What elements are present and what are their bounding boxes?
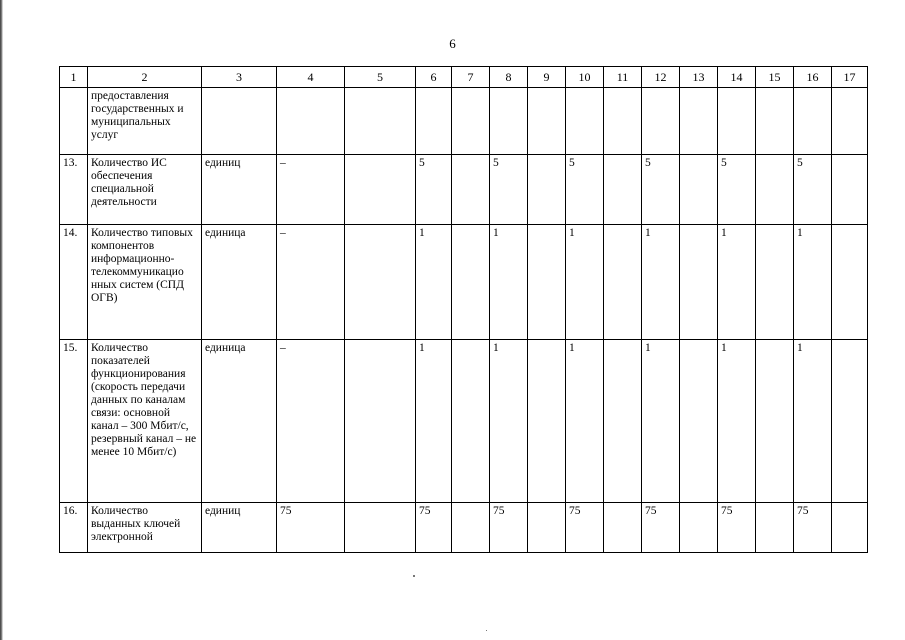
column-header-17: 17	[832, 67, 868, 88]
table-cell-col-2: предоставления государственных и муниципальных услуг	[88, 88, 202, 155]
column-header-10: 10	[566, 67, 604, 88]
scan-edge	[0, 0, 3, 640]
column-header-12: 12	[642, 67, 680, 88]
table-cell-col-6: 1	[416, 340, 452, 503]
table-cell-col-11	[604, 340, 642, 503]
table-cell-col-15	[756, 340, 794, 503]
table-cell-col-3: единиц	[202, 155, 277, 225]
table-cell-col-2: Количество ИС обеспечения специальной деятельности	[88, 155, 202, 225]
table-cell-col-10: 1	[566, 340, 604, 503]
table-row	[60, 88, 868, 155]
table-row	[60, 340, 868, 503]
table-cell-col-11	[604, 155, 642, 225]
column-header-3: 3	[202, 67, 277, 88]
page-number: 6	[449, 36, 456, 51]
column-header-6: 6	[416, 67, 452, 88]
table-cell-col-13	[680, 340, 718, 503]
table-cell-col-9	[528, 340, 566, 503]
table-cell-col-12: 5	[642, 155, 680, 225]
column-header-4: 4	[277, 67, 345, 88]
column-header-14: 14	[718, 67, 756, 88]
table-cell-col-3: единиц	[202, 503, 277, 553]
table-cell-col-7	[452, 88, 490, 155]
table-cell-col-5	[345, 225, 416, 340]
table-cell-col-12: 75	[642, 503, 680, 553]
table-cell-col-15	[756, 155, 794, 225]
table-row	[60, 155, 868, 225]
table-cell-col-10: 1	[566, 225, 604, 340]
table-cell-col-3: единица	[202, 225, 277, 340]
table-cell-col-13	[680, 155, 718, 225]
table-cell-col-3	[202, 88, 277, 155]
table-cell-col-1: 16.	[60, 503, 88, 553]
table-cell-col-5	[345, 88, 416, 155]
table-cell-col-16: 75	[794, 503, 832, 553]
column-header-15: 15	[756, 67, 794, 88]
table-cell-col-17	[832, 155, 868, 225]
table-cell-col-7	[452, 225, 490, 340]
table-cell-col-11	[604, 225, 642, 340]
column-header-13: 13	[680, 67, 718, 88]
table-cell-col-1: 13.	[60, 155, 88, 225]
column-header-8: 8	[490, 67, 528, 88]
table-cell-col-6	[416, 88, 452, 155]
table-cell-col-4: 75	[277, 503, 345, 553]
table-cell-col-5	[345, 503, 416, 553]
table-cell-col-14: 1	[718, 225, 756, 340]
table-cell-col-13	[680, 503, 718, 553]
table-cell-col-16: 5	[794, 155, 832, 225]
table-cell-col-12: 1	[642, 225, 680, 340]
table-cell-col-17	[832, 88, 868, 155]
table-cell-col-14	[718, 88, 756, 155]
table-cell-col-13	[680, 88, 718, 155]
header-row	[60, 67, 868, 88]
column-header-11: 11	[604, 67, 642, 88]
table-cell-col-8: 1	[490, 225, 528, 340]
table-row	[60, 225, 868, 340]
table-cell-col-10	[566, 88, 604, 155]
table-body	[60, 88, 868, 553]
table-cell-col-11	[604, 503, 642, 553]
column-header-1: 1	[60, 67, 88, 88]
table-cell-col-2: Количество показателей функционирования (скорость передачи данных по каналам связи: основной канал – 300 Мбит/с, резервный канал – не менее 10 Мбит/с)	[88, 340, 202, 503]
table-cell-col-14: 1	[718, 340, 756, 503]
column-header-9: 9	[528, 67, 566, 88]
table-cell-col-7	[452, 503, 490, 553]
table-cell-col-9	[528, 503, 566, 553]
table-cell-col-9	[528, 88, 566, 155]
table-cell-col-4: –	[277, 155, 345, 225]
column-header-2: 2	[88, 67, 202, 88]
table-cell-col-4	[277, 88, 345, 155]
table-cell-col-8: 5	[490, 155, 528, 225]
table-row	[60, 503, 868, 553]
table-cell-col-11	[604, 88, 642, 155]
table-cell-col-9	[528, 155, 566, 225]
indicator-table	[59, 66, 868, 553]
table-cell-col-1: 14.	[60, 225, 88, 340]
table-cell-col-8: 75	[490, 503, 528, 553]
table-cell-col-15	[756, 225, 794, 340]
table-cell-col-6: 75	[416, 503, 452, 553]
column-header-5: 5	[345, 67, 416, 88]
table-cell-col-7	[452, 340, 490, 503]
table-cell-col-17	[832, 503, 868, 553]
table-cell-col-16: 1	[794, 340, 832, 503]
table-cell-col-1	[60, 88, 88, 155]
table-cell-col-13	[680, 225, 718, 340]
table-cell-col-14: 5	[718, 155, 756, 225]
scan-dot	[413, 575, 415, 577]
table-cell-col-10: 5	[566, 155, 604, 225]
table-cell-col-15	[756, 503, 794, 553]
table-cell-col-7	[452, 155, 490, 225]
table-cell-col-4: –	[277, 225, 345, 340]
table-cell-col-9	[528, 225, 566, 340]
table-cell-col-17	[832, 340, 868, 503]
column-header-16: 16	[794, 67, 832, 88]
table-cell-col-8	[490, 88, 528, 155]
table-cell-col-6: 1	[416, 225, 452, 340]
table-header	[60, 67, 868, 88]
table-cell-col-1: 15.	[60, 340, 88, 503]
column-header-7: 7	[452, 67, 490, 88]
table-cell-col-8: 1	[490, 340, 528, 503]
table-cell-col-5	[345, 155, 416, 225]
table-cell-col-4: –	[277, 340, 345, 503]
table-cell-col-15	[756, 88, 794, 155]
table-cell-col-2: Количество типовых компонентов информационно-телекоммуникацио нных систем (СПД ОГВ)	[88, 225, 202, 340]
scan-dot	[486, 630, 487, 631]
table-cell-col-10: 75	[566, 503, 604, 553]
table-cell-col-5	[345, 340, 416, 503]
table-cell-col-6: 5	[416, 155, 452, 225]
table-cell-col-3: единица	[202, 340, 277, 503]
table-cell-col-2: Количество выданных ключей электронной	[88, 503, 202, 553]
table-cell-col-12: 1	[642, 340, 680, 503]
table-cell-col-17	[832, 225, 868, 340]
table-cell-col-16: 1	[794, 225, 832, 340]
table-cell-col-12	[642, 88, 680, 155]
table-cell-col-16	[794, 88, 832, 155]
table-cell-col-14: 75	[718, 503, 756, 553]
